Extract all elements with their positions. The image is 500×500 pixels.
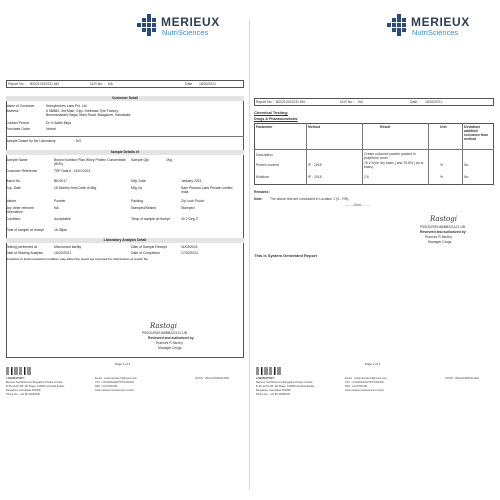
col-header-deviation: Deviation/ addition/ exclusion from method [464, 125, 489, 141]
field-label: Date of Completion [131, 251, 161, 255]
field-value: Sam Pharma Labs Private Limited India [181, 186, 233, 194]
ulr-value: NA [108, 82, 113, 86]
end-marker: ..........End.......... [345, 203, 370, 207]
report-page-2 [250, 0, 500, 500]
cell-deviation: No [464, 175, 469, 179]
cell-unit: % [440, 163, 444, 167]
sample-drawn-row [6, 138, 244, 144]
field-label: Nature [6, 199, 17, 203]
footer-cin: CIN : U74120KA2007PTC041000 [345, 381, 384, 384]
cell-param: Moisture [256, 175, 270, 179]
footer-gst: GSTIN : 29AAJCS9016L1ZM [445, 377, 479, 380]
date-value: 18/02/2021 [199, 82, 216, 86]
footer-gst: GSTIN : 29AAJCS9016L1ZM [195, 377, 229, 380]
field-value: Verbal [46, 127, 56, 131]
report-no-label: Report No. : [256, 100, 275, 104]
signer-role: Manager Drugs [428, 240, 452, 244]
sample-row [6, 168, 244, 174]
cell-param: Protein content [256, 163, 279, 167]
brand-sub: NutriSciences [412, 28, 459, 37]
customer-detail-title: Customer Detail [111, 96, 138, 100]
page-number: Page 1 of 2 [115, 362, 131, 366]
field-value: Acceptable [54, 217, 71, 221]
col-header-result: Result [380, 125, 391, 129]
sample-details-title: Sample Details ## [110, 150, 140, 154]
field-label: Sample Qty [131, 158, 149, 162]
field-label: Sample Name [6, 158, 28, 162]
page-number: Page 2 of 2 [365, 362, 381, 366]
col-divider [428, 123, 429, 185]
footer-lab-addr2: Bangalore, Karnataka 560058 [6, 389, 41, 392]
date-label: Date : [410, 100, 420, 104]
field-label: Contact Person [6, 121, 30, 125]
field-value: NA [54, 206, 59, 210]
field-value: Powder [54, 199, 66, 203]
ulr-value: NA [358, 100, 363, 104]
ulr-label: ULR No. : [340, 100, 355, 104]
field-label: Time of sample at receipt [6, 228, 44, 232]
field-value: BK/2017 [54, 179, 68, 183]
remarks-label: Remarks: [254, 190, 270, 194]
deviation-disclaimer: Deviation in Environmental condition may affect the result are reported for information of result: No [6, 257, 149, 261]
customer-row [6, 108, 244, 120]
field-value: 18 Months from Date of Mfg. [54, 186, 97, 190]
logo-mark-icon [137, 14, 159, 36]
report-no: B20210022231 NN [30, 82, 59, 86]
cell-param: Description [256, 153, 273, 157]
col-header-method: Method [308, 125, 321, 129]
field-value: January 2021 [181, 179, 202, 183]
col-header-parameter: Parameter [256, 125, 273, 129]
reviewed-label: Reviewed and authorized by [148, 336, 194, 340]
field-value: Dr. K Adithi Mirja [46, 121, 72, 125]
field-value: Zip Lock Pouch [181, 199, 205, 203]
barcode [256, 367, 282, 375]
field-label: Purchase Order [6, 127, 30, 131]
customer-row [6, 126, 244, 132]
field-label: Temp of sample at receipt [131, 217, 170, 221]
field-label: Mfg. Date [131, 179, 146, 183]
sample-row [6, 157, 244, 167]
footer-email-label: Email: [95, 377, 103, 380]
cell-result: 2.6 [364, 175, 369, 179]
lab-row [6, 250, 244, 256]
cell-result: 76.1%(On dry basis ) and 75.8% ( As is basis) [364, 161, 424, 169]
field-label: Exp. Date [6, 186, 21, 190]
field-label: Stamped/Sealed [131, 206, 157, 210]
col-divider [306, 123, 307, 185]
sample-row [6, 198, 244, 204]
col-divider [462, 123, 463, 185]
signer-name: Rukmini R Murthy [425, 235, 452, 239]
field-value: Stamped [181, 206, 195, 210]
reviewed-label: Reviewed and authorized by [420, 230, 466, 234]
footer-web[interactable]: www.merieuxnutrisciences.com/in [345, 389, 384, 392]
field-value: 16.38pm [54, 228, 68, 232]
note-text: The above test are conducted in Location 1 (S - RR). [270, 197, 350, 201]
date-label: Date : [185, 82, 195, 86]
field-value: # 38/882, 3rd Main, Opp. Srinivasa Tyre Factory, Bommanahalli, Begur Main Road, Bangalore, Karnataka [46, 109, 131, 117]
footer-email-label: Email: [345, 377, 353, 380]
field-label: Date of Sample Receipt [131, 245, 167, 249]
signature-image: Rastogi [430, 215, 457, 223]
barcode [6, 367, 32, 375]
footer-cin: CIN : U74120KA2007PTC041000 [95, 381, 134, 384]
lab-analysis-title: Laboratory Analysis Detail [103, 238, 147, 242]
footer-pan: PAN : AAJCS9016L [345, 385, 368, 388]
ulr-label: ULR No. : [90, 82, 105, 86]
sample-row [6, 205, 244, 215]
field-label: Testing performed at [6, 245, 37, 249]
footer-lab-title: LABORATORY: [6, 377, 25, 380]
signer-name: Rukmini R Murthy [156, 341, 183, 345]
footer-lab-phone: Phone No.: +91 80 33080400 [6, 393, 40, 396]
footer-lab-addr1: D-96 and D-98, 4th Stage, KIADB Industrial Estate, [6, 385, 65, 388]
cell-result: Cream coloured powder packed in polythene cover [364, 152, 416, 160]
field-value: TRF Dated : 13/01/2021 [54, 169, 91, 173]
divider [6, 136, 244, 137]
note-label: Note: [254, 197, 263, 201]
cell-method: IP : 2018 [308, 175, 322, 179]
footer-web[interactable]: www.merieuxnutrisciences.com/in [95, 389, 134, 392]
footer-lab-name: Merieux NutriSciences Bangalore Private Limited [6, 381, 63, 384]
signatory-code: P5SOURS0186BB221121 UB [142, 331, 187, 335]
sample-row [6, 178, 244, 184]
sample-details-bar [6, 150, 244, 155]
logo-mark-icon [387, 14, 409, 36]
cell-method: IP : 2018 [308, 163, 322, 167]
brand-sub: NutriSciences [162, 28, 209, 37]
field-label: Mfg. by [131, 186, 143, 190]
footer-email: customercare.bl@mxns.com [104, 377, 137, 380]
brand-name: MERIEUX [411, 15, 470, 29]
field-value: Microsmart facility [54, 245, 82, 249]
chem-testing-sub: Drugs & Pharmaceuticals [254, 117, 298, 121]
field-label: Any other relevant information [6, 206, 34, 214]
field-value: 16/02/2021 [54, 251, 71, 255]
footer-lab-phone: Phone No.: +91 80 33080400 [256, 393, 290, 396]
field-label: Address [6, 109, 19, 113]
system-generated-note: This is System Generated Report [254, 253, 317, 258]
merieux-logo [137, 14, 242, 38]
report-no: B20210022231 NN [276, 100, 305, 104]
field-value: 1Kg [166, 158, 173, 162]
signer-role: Manager-Drugs [158, 346, 182, 350]
report-no-label: Report No. : [8, 82, 27, 86]
field-label: Name of Customer [6, 104, 35, 108]
field-value: Brown Nutrition Plan Whey Protein Concentrate (80%) [54, 158, 126, 166]
cell-unit: % [440, 175, 444, 179]
date-value: 18/02/2021 [425, 100, 442, 104]
field-label: Condition [6, 217, 21, 221]
field-value: Keesyherbes Labs Pvt. Ltd. [46, 104, 88, 108]
header-divider [254, 149, 494, 150]
field-value: 17/02/2021 [181, 251, 198, 255]
merieux-logo [387, 14, 492, 38]
footer-pan: PAN : AAJCS9016L [95, 385, 118, 388]
signatory-code: P5SOURS0186BB221121 UB [420, 225, 465, 229]
footer-email: customercare.bl@mxns.com [354, 377, 387, 380]
footer-lab-addr2: Bangalore, Karnataka 560058 [256, 389, 291, 392]
brand-name: MERIEUX [161, 15, 220, 29]
col-divider [362, 123, 363, 185]
lab-analysis-bar [6, 238, 244, 243]
sample-row [6, 216, 244, 226]
sample-row [6, 227, 244, 237]
field-label: Customer Reference [6, 169, 38, 173]
col-header-unit: Unit [440, 125, 447, 129]
field-value: NO [76, 139, 82, 143]
footer-lab-name: Merieux NutriSciences Bangalore Private Limited [256, 381, 313, 384]
field-label: Date of Starting Analysis [6, 251, 43, 255]
field-value: 30.2 Deg C [181, 217, 199, 221]
cell-deviation: No [464, 163, 469, 167]
field-label: Packing [131, 199, 144, 203]
field-value: 11/02/2021 [181, 245, 198, 249]
signature-image: Rastogi [150, 322, 177, 330]
sample-row [6, 185, 244, 195]
customer-detail-bar [6, 96, 244, 101]
chem-testing-title: Chemical Testing: [254, 110, 289, 115]
field-label: Batch No. [6, 179, 21, 183]
field-label: Sample Drawn by the Laboratory [6, 139, 56, 143]
footer-lab-addr1: D-96 and D-98, 4th Stage, KIADB Industrial Estate, [256, 385, 315, 388]
footer-lab-title: LABORATORY: [256, 377, 275, 380]
